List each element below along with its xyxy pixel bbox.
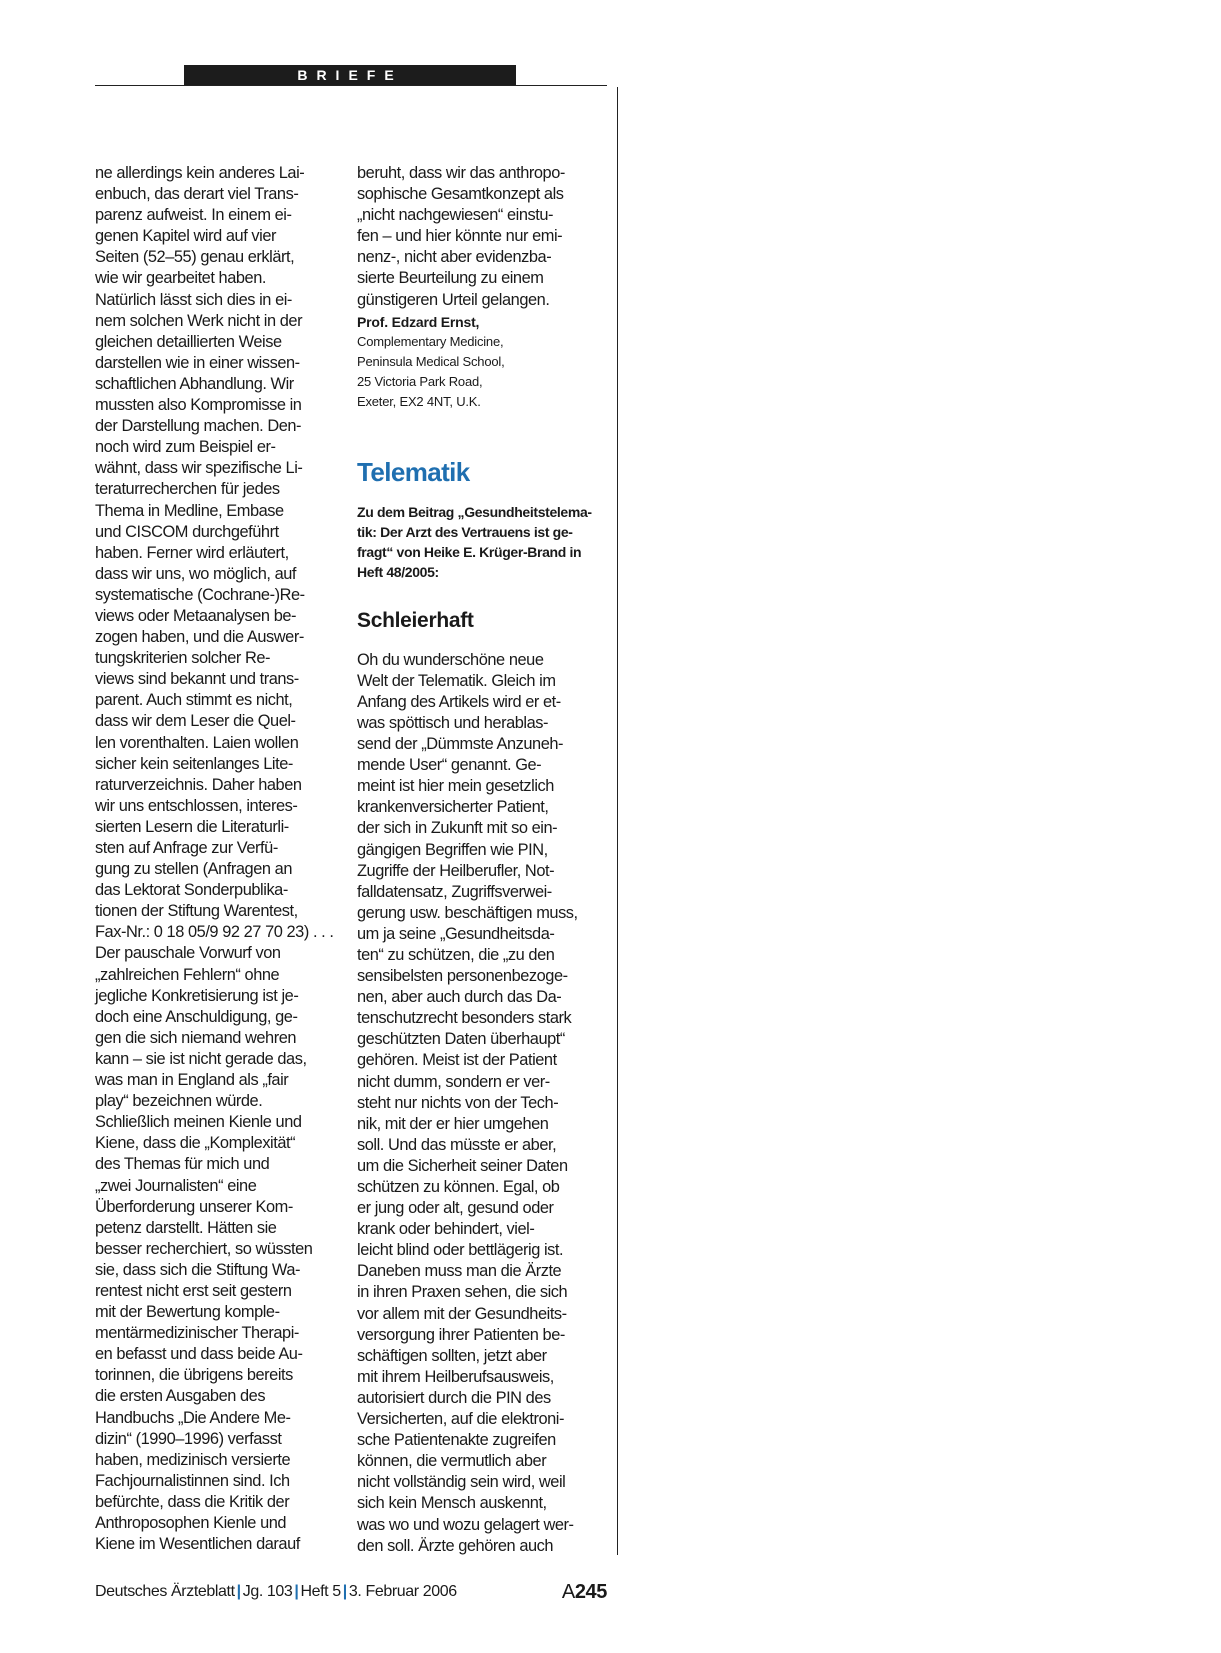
text-line: dass wir dem Leser die Quel- — [95, 712, 296, 731]
text-line: wähnt, dass wir spezifische Li- — [95, 459, 303, 478]
text-line: und CISCOM durchgeführt — [95, 522, 279, 541]
text-line: was spöttisch und herablas- — [357, 713, 549, 732]
text-line: haben, medizinisch versierte — [95, 1450, 291, 1469]
text-line: views sind bekannt und trans- — [95, 670, 299, 689]
text-line: falldatensatz, Zugriffsverwei- — [357, 882, 552, 901]
text-line: gehören. Meist ist der Patient — [357, 1051, 557, 1070]
footer-separator: | — [342, 1583, 347, 1600]
text-line: Fax-Nr.: 0 18 05/9 92 27 70 23) . . . — [95, 923, 334, 942]
text-line: „nicht nachgewiesen“ einstu- — [357, 206, 554, 225]
text-line: befürchte, dass die Kritik der — [95, 1492, 290, 1511]
text-line: fen – und hier könnte nur emi- — [357, 227, 563, 246]
text-line: nenz-, nicht aber evidenzba- — [357, 248, 552, 267]
text-line: sophische Gesamtkonzept als — [357, 185, 564, 204]
page-number: A245 — [561, 1581, 607, 1603]
text-line: geschützten Daten überhaupt“ — [357, 1030, 565, 1049]
text-line: Kiene im Wesentlichen darauf — [95, 1535, 300, 1554]
reference-line: tik: Der Arzt des Vertrauens ist ge- — [357, 523, 573, 540]
text-line: Fachjournalistinnen sind. Ich — [95, 1471, 290, 1490]
text-line: der Darstellung machen. Den- — [95, 417, 302, 436]
text-line: sierte Beurteilung zu einem — [357, 269, 544, 288]
text-line: steht nur nichts von der Tech- — [357, 1093, 559, 1112]
text-line: gleichen detaillierten Weise — [95, 332, 282, 351]
text-line: was man in England als „fair — [95, 1071, 289, 1090]
text-line: mentärmedizinischer Therapi- — [95, 1324, 299, 1343]
text-line: jegliche Konkretisierung ist je- — [95, 986, 299, 1005]
text-line: können, die vermutlich aber — [357, 1452, 547, 1471]
section-header: BRIEFE — [184, 65, 516, 85]
letter-continuation — [357, 163, 609, 311]
text-line: mit ihrem Heilberufsausweis, — [357, 1367, 554, 1386]
text-line: views oder Metaanalysen be- — [95, 606, 297, 625]
text-line: torinnen, die übrigens bereits — [95, 1366, 293, 1385]
footer-separator: | — [294, 1583, 299, 1600]
text-line: sensibelsten personenbezoge- — [357, 967, 568, 986]
journal-name: Deutsches Ärzteblatt — [95, 1583, 235, 1600]
text-line: vor allem mit der Gesundheits- — [357, 1304, 567, 1323]
text-line: krank oder behindert, viel- — [357, 1220, 535, 1239]
text-line: Schließlich meinen Kienle und — [95, 1113, 302, 1132]
text-line: darstellen wie in einer wissen- — [95, 353, 300, 372]
text-line: autorisiert durch die PIN des — [357, 1388, 551, 1407]
text-line: meint ist hier mein gesetzlich — [357, 777, 554, 796]
text-line: tenschutzrecht besonders stark — [357, 1009, 572, 1028]
text-line: Daneben muss man die Ärzte — [357, 1262, 562, 1281]
text-line: versorgung ihrer Patienten be- — [357, 1325, 565, 1344]
text-line: Natürlich lässt sich dies in ei- — [95, 290, 292, 309]
text-line: dizin“ (1990–1996) verfasst — [95, 1429, 282, 1448]
text-line: um die Sicherheit seiner Daten — [357, 1156, 568, 1175]
text-line: Anthroposophen Kienle und — [95, 1514, 287, 1532]
page-footer — [95, 1580, 607, 1604]
reference-line: fragt“ von Heike E. Krüger-Brand in — [357, 543, 582, 560]
text-line: parenz aufweist. In einem ei- — [95, 206, 292, 225]
text-line: Anfang des Artikels wird er et- — [357, 692, 561, 711]
text-line: teraturrecherchen für jedes — [95, 480, 280, 499]
text-line: systematische (Cochrane-)Re- — [95, 585, 305, 604]
text-line: er jung oder alt, gesund oder — [357, 1199, 554, 1218]
text-line: „zahlreichen Fehlern“ ohne — [95, 965, 280, 984]
text-line: nicht dumm, sondern er ver- — [357, 1072, 550, 1091]
text-line: schaftlichen Abhandlung. Wir — [95, 374, 294, 393]
text-line: soll. Und das müsste er aber, — [357, 1135, 557, 1154]
letter-title: Schleierhaft — [357, 608, 474, 632]
text-line: nem solchen Werk nicht in der — [95, 311, 303, 330]
text-line: rentest nicht erst seit gestern — [95, 1281, 292, 1300]
signature-name: Prof. Edzard Ernst, — [357, 313, 480, 330]
text-line: gerung usw. beschäftigen muss, — [357, 903, 578, 922]
text-line: leicht blind oder bettlägerig ist. — [357, 1241, 564, 1260]
text-line: sicher kein seitenlanges Lite- — [95, 754, 293, 773]
text-line: tionen der Stiftung Warentest, — [95, 902, 298, 921]
text-line: den soll. Ärzte gehören auch — [357, 1536, 554, 1555]
text-line: Überforderung unserer Kom- — [95, 1197, 293, 1216]
article-reference — [357, 502, 609, 582]
text-line: krankenversicherter Patient, — [357, 798, 549, 817]
text-line: raturverzeichnis. Daher haben — [95, 775, 302, 794]
header-rule — [95, 85, 607, 86]
text-line: enbuch, das derart viel Trans- — [95, 185, 299, 204]
text-line: das Lektorat Sonderpublika- — [95, 881, 288, 900]
text-line: mit der Bewertung komple- — [95, 1303, 280, 1322]
text-line: Versicherten, auf die elektroni- — [357, 1410, 564, 1429]
text-line: schäftigen sollten, jetzt aber — [357, 1346, 547, 1365]
text-line: Seiten (52–55) genau erklärt, — [95, 248, 295, 267]
section-title: Telematik — [357, 456, 470, 487]
text-line: genen Kapitel wird auf vier — [95, 227, 277, 246]
text-line: günstigeren Urteil gelangen. — [357, 290, 550, 309]
text-line: doch eine Anschuldigung, ge- — [95, 1007, 298, 1026]
text-line: Der pauschale Vorwurf von — [95, 944, 281, 963]
text-line: Oh du wunderschöne neue — [357, 650, 544, 669]
text-line: sten auf Anfrage zur Verfü- — [95, 839, 278, 857]
text-line: nen, aber auch durch das Da- — [357, 988, 562, 1007]
text-line: zogen haben, und die Auswer- — [95, 628, 304, 647]
text-line: kann – sie ist nicht gerade das, — [95, 1049, 307, 1068]
text-line: dass wir uns, wo möglich, auf — [95, 564, 297, 583]
text-line: noch wird zum Beispiel er- — [95, 438, 276, 457]
reference-line: Heft 48/2005: — [357, 563, 439, 580]
text-line: gängigen Begriffen wie PIN, — [357, 840, 548, 859]
text-line: schützen zu können. Egal, ob — [357, 1178, 560, 1196]
text-line: petenz darstellt. Hätten sie — [95, 1218, 277, 1237]
reference-line: Zu dem Beitrag „Gesundheitstelema- — [357, 503, 592, 520]
text-line: en befasst und dass beide Au- — [95, 1345, 303, 1364]
text-line: der sich in Zukunft mit so ein- — [357, 819, 558, 838]
signature-address — [357, 332, 609, 412]
text-line: send der „Dümmste Anzuneh- — [357, 735, 564, 754]
text-line: parent. Auch stimmt es nicht, — [95, 691, 293, 710]
text-line: mussten also Kompromisse in — [95, 396, 302, 415]
text-line: Zugriffe der Heilberufler, Not- — [357, 861, 555, 880]
text-line: in ihren Praxen sehen, die sich — [357, 1283, 568, 1302]
text-line: des Themas für mich und — [95, 1155, 270, 1174]
journal-issue: Heft 5 — [300, 1583, 341, 1600]
signature-line: Complementary Medicine, — [357, 333, 504, 349]
text-line: mende User“ genannt. Ge- — [357, 756, 542, 775]
text-line: haben. Ferner wird erläutert, — [95, 543, 289, 562]
journal-date: 3. Februar 2006 — [348, 1583, 457, 1600]
text-line: gen die sich niemand wehren — [95, 1028, 297, 1047]
text-line: um ja seine „Gesundheitsda- — [357, 924, 555, 943]
text-line: besser recherchiert, so wüssten — [95, 1239, 313, 1258]
text-line: was wo und wozu gelagert wer- — [357, 1515, 574, 1534]
text-line: sie, dass sich die Stiftung Wa- — [95, 1260, 300, 1279]
text-line: Thema in Medline, Embase — [95, 501, 284, 520]
text-line: sich kein Mensch auskennt, — [357, 1494, 547, 1513]
text-line: wir uns entschlossen, interes- — [95, 796, 298, 815]
signature-line: Exeter, EX2 4NT, U.K. — [357, 393, 481, 409]
text-line: nicht vollständig sein wird, weil — [357, 1473, 566, 1492]
text-line: tungskriterien solcher Re- — [95, 649, 271, 668]
signature-line: Peninsula Medical School, — [357, 353, 505, 369]
text-line: gung zu stellen (Anfragen an — [95, 860, 292, 879]
text-line: ten“ zu schützen, die „zu den — [357, 945, 555, 964]
text-line: Welt der Telematik. Gleich im — [357, 671, 556, 690]
text-line: sche Patientenakte zugreifen — [357, 1431, 556, 1450]
text-line: Kiene, dass die „Komplexität“ — [95, 1134, 296, 1153]
journal-volume: Jg. 103 — [242, 1583, 293, 1600]
left-column — [95, 163, 345, 1555]
text-line: die ersten Ausgaben des — [95, 1387, 266, 1406]
text-line: Handbuchs „Die Andere Me- — [95, 1408, 291, 1427]
text-line: sierten Lesern die Literaturli- — [95, 817, 289, 836]
text-line: play“ bezeichnen würde. — [95, 1092, 263, 1111]
column-rule — [617, 87, 618, 1555]
text-line: ne allerdings kein anderes Lai- — [95, 164, 305, 182]
text-line: beruht, dass wir das anthropo- — [357, 164, 565, 182]
footer-separator: | — [236, 1583, 241, 1600]
text-line: wie wir gearbeitet haben. — [95, 269, 266, 288]
text-line: „zwei Journalisten“ eine — [95, 1176, 257, 1195]
right-column — [357, 163, 609, 1557]
letter-body — [357, 650, 609, 1557]
text-line: nik, mit der er hier umgehen — [357, 1114, 549, 1133]
text-line: len vorenthalten. Laien wollen — [95, 733, 299, 752]
signature-line: 25 Victoria Park Road, — [357, 373, 483, 389]
